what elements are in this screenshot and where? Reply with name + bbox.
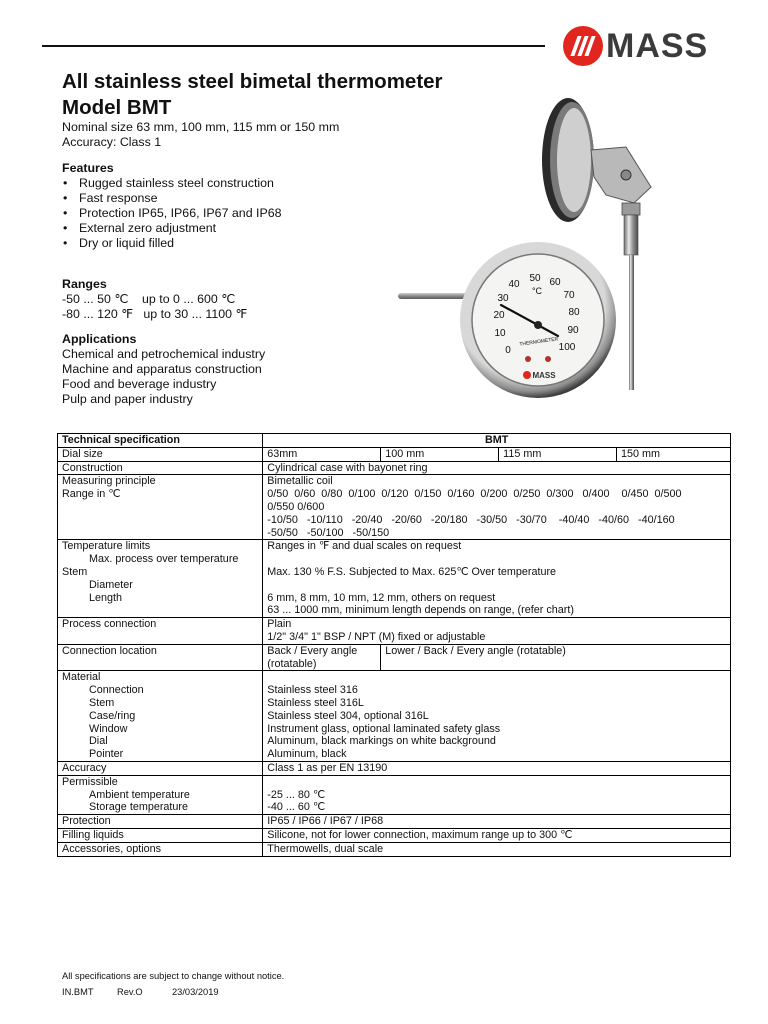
row-label: [58, 671, 263, 762]
dial-unit: °C: [531, 286, 543, 296]
row-label: Storage temperature: [89, 801, 189, 814]
title-line-1: All stainless steel bimetal thermometer: [62, 70, 443, 93]
list-item: • External zero adjustment: [62, 221, 282, 236]
table-cell: Silicone, not for lower connection, maximum range up to 300 ℃: [263, 828, 731, 842]
list-item: • Rugged stainless steel construction: [62, 176, 282, 191]
list-item: • Fast response: [62, 191, 282, 206]
row-label: Filling liquids: [58, 828, 263, 842]
dial-number: 60: [549, 277, 561, 288]
application-item: Machine and apparatus construction: [62, 362, 262, 376]
cell-line: Bimetallic coil: [267, 475, 333, 488]
row-label: Construction: [58, 461, 263, 475]
row-label: Material: [62, 671, 101, 684]
table-cell: [263, 644, 381, 671]
table-row: [58, 828, 731, 842]
dial-brand: MASS: [532, 371, 556, 380]
row-label: [58, 775, 263, 814]
cell-line: Plain: [267, 618, 292, 631]
row-label: Case/ring: [89, 709, 136, 722]
cell-line: 0/550 0/600: [267, 500, 325, 513]
cell-line: -50/50 -50/100 -50/150: [267, 526, 390, 539]
features-list: [62, 176, 282, 251]
row-label: Length: [89, 591, 123, 604]
cell-line: Aluminum, black: [267, 748, 347, 761]
row-label: Measuring principle: [62, 475, 156, 488]
ranges-heading: Ranges: [62, 277, 107, 291]
document-code: IN.BMT: [62, 987, 94, 997]
table-row: [58, 644, 731, 671]
table-cell: 63mm: [263, 447, 381, 461]
revision: Rev.O: [117, 987, 143, 997]
row-label: Dial: [89, 735, 108, 748]
cell-line: Ranges in ℉ and dual scales on request: [267, 540, 462, 553]
cell-line: -25 ... 80 ℃: [267, 788, 326, 801]
cell-line: Stainless steel 304, optional 316L: [267, 709, 429, 722]
cell-line: Stainless steel 316L: [267, 696, 364, 709]
row-label: Accuracy: [58, 761, 263, 775]
table-header-model: BMT: [263, 434, 731, 448]
table-row: [58, 775, 731, 814]
table-cell: [263, 618, 731, 645]
ranges-section: [62, 277, 247, 322]
table-cell: 115 mm: [499, 447, 617, 461]
dial-number: 100: [558, 342, 576, 353]
row-label: Dial size: [58, 447, 263, 461]
table-cell: Cylindrical case with bayonet ring: [263, 461, 731, 475]
table-row: [58, 842, 731, 856]
table-row: [58, 447, 731, 461]
features-section: [62, 161, 282, 251]
row-label: [58, 540, 263, 618]
table-row: [58, 434, 731, 448]
dial-number: 10: [494, 328, 506, 339]
title-line-2: Model BMT: [62, 96, 172, 119]
intro-accuracy: Accuracy: Class 1: [62, 135, 162, 149]
row-label: Diameter: [89, 578, 133, 591]
cell-line: 1/2" 3/4" 1" BSP / NPT (M) fixed or adjustable: [267, 630, 486, 643]
dial-number: 70: [563, 290, 575, 301]
footer: [62, 968, 284, 1000]
dial-number: 40: [508, 279, 520, 290]
applications-heading: Applications: [62, 332, 137, 346]
row-label: Accessories, options: [58, 842, 263, 856]
table-cell: [263, 540, 731, 618]
cell-line: 6 mm, 8 mm, 10 mm, 12 mm, others on request: [267, 591, 496, 604]
document-date: 23/03/2019: [172, 987, 219, 997]
header-rule: [42, 45, 545, 47]
cell-line: 63 ... 1000 mm, minimum length depends on range, (refer chart): [267, 604, 574, 617]
row-label: Connection location: [58, 644, 263, 671]
cell-line: Instrument glass, optional laminated safety glass: [267, 722, 501, 735]
cell-line: Back / Every angle: [267, 644, 358, 657]
table-row: [58, 540, 731, 618]
technical-specification-table: [57, 433, 731, 857]
page-title: [62, 69, 443, 121]
dial-logo-icon: [523, 371, 531, 379]
intro: [62, 120, 339, 150]
table-cell: 100 mm: [381, 447, 499, 461]
application-item: Chemical and petrochemical industry: [62, 347, 266, 361]
cell-line: -40 ... 60 ℃: [267, 801, 326, 814]
footer-meta: [62, 984, 284, 1000]
table-row: [58, 475, 731, 540]
list-item: • Protection IP65, IP66, IP67 and IP68: [62, 206, 282, 221]
row-label: Window: [89, 722, 128, 735]
table-row: [58, 671, 731, 762]
dial-number: 80: [568, 307, 580, 318]
table-row: [58, 761, 731, 775]
applications-section: [62, 332, 265, 407]
cell-line: Stainless steel 316: [267, 684, 358, 697]
table-row: [58, 618, 731, 645]
row-label: Pointer: [89, 748, 124, 761]
row-label: Ambient temperature: [89, 788, 190, 801]
dial-label: THERMOMETER: [519, 336, 559, 348]
row-label: Temperature limits: [62, 540, 151, 553]
dial-number: 90: [567, 325, 579, 336]
dial-number: 30: [497, 293, 509, 304]
row-label: Connection: [89, 684, 144, 697]
cell-line: (rotatable): [267, 657, 317, 670]
dial-number: 0: [505, 345, 511, 356]
logo-mark-icon: [563, 26, 603, 66]
row-label: Process connection: [58, 618, 263, 645]
dial-thermometer: [460, 242, 616, 398]
range-fahrenheit: -80 ... 120 ℉ up to 30 ... 1100 ℉: [62, 307, 248, 321]
table-cell: Lower / Back / Every angle (rotatable): [381, 644, 731, 671]
table-cell: IP65 / IP66 / IP67 / IP68: [263, 815, 731, 829]
row-label: Max. process over temperature: [89, 553, 239, 566]
row-label: Stem: [89, 696, 115, 709]
row-label: Range in ℃: [62, 488, 121, 501]
table-header-label: Technical specification: [58, 434, 263, 448]
features-heading: Features: [62, 161, 114, 175]
table-row: [58, 461, 731, 475]
footer-note: All specifications are subject to change without notice.: [62, 971, 285, 981]
intro-nominal-size: Nominal size 63 mm, 100 mm, 115 mm or 150 mm: [62, 120, 340, 134]
dial-number: 50: [529, 273, 541, 284]
cell-line: Max. 130 % F.S. Subjected to Max. 625℃ Over temperature: [267, 565, 557, 578]
row-label: Stem: [62, 565, 88, 578]
row-label: Protection: [58, 815, 263, 829]
list-item: • Dry or liquid filled: [62, 236, 282, 251]
brand-logo: [563, 26, 708, 66]
table-cell: [263, 671, 731, 762]
row-label: Permissible: [62, 775, 118, 788]
cell-line: 0/50 0/60 0/80 0/100 0/120 0/150 0/160 0/200 0/250 0/300 0/400 0/450 0/500: [267, 488, 682, 501]
product-image: [396, 95, 676, 400]
logo-text: MASS: [606, 26, 709, 65]
range-celsius: -50 ... 50 ℃ up to 0 ... 600 ℃: [62, 292, 236, 306]
dial-number: 20: [493, 310, 505, 321]
table-cell: 150 mm: [617, 447, 731, 461]
table-cell: [263, 775, 731, 814]
cell-line: Aluminum, black markings on white background: [267, 735, 496, 748]
table-cell: [263, 475, 731, 540]
application-item: Pulp and paper industry: [62, 392, 193, 406]
table-cell: Class 1 as per EN 13190: [263, 761, 731, 775]
table-row: [58, 815, 731, 829]
table-cell: Thermowells, dual scale: [263, 842, 731, 856]
row-label: [58, 475, 263, 540]
application-item: Food and beverage industry: [62, 377, 217, 391]
cell-line: -10/50 -10/110 -20/40 -20/60 -20/180 -30/50 -30/70 -40/40 -40/60 -40/160: [267, 513, 675, 526]
